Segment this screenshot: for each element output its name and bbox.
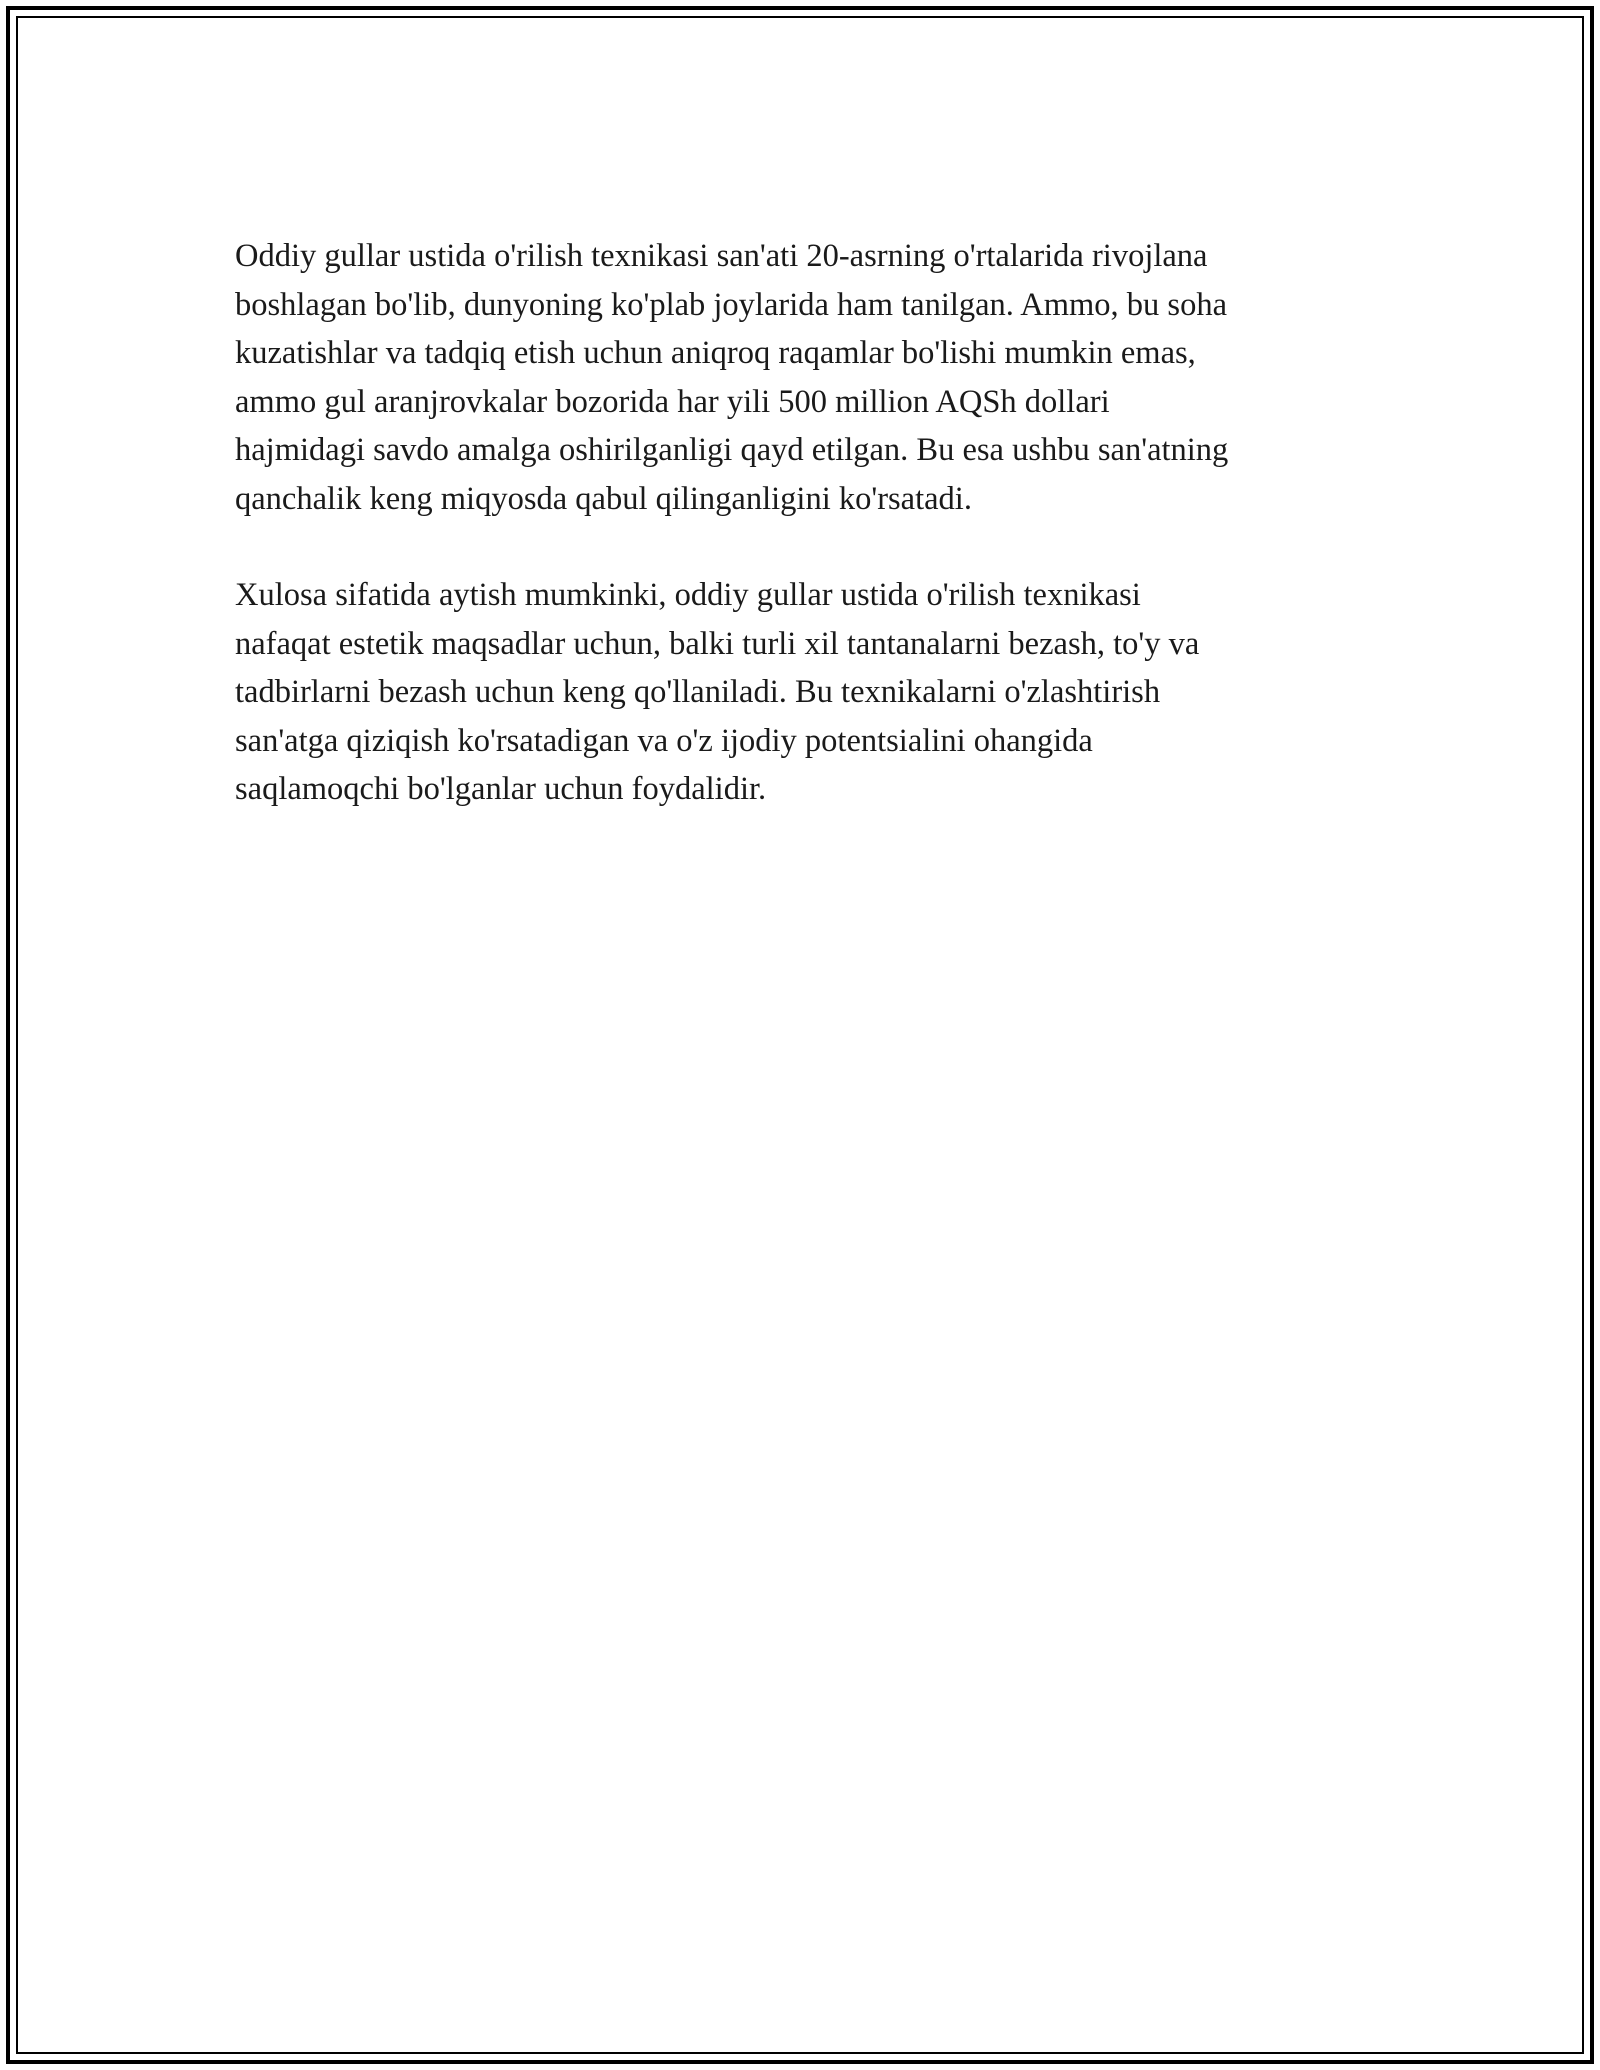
paragraph-line: san'atga qiziqish ko'rsatadigan va o'z ijodiy potentsialini ohangida xyxy=(235,722,1093,759)
document-body xyxy=(235,232,1385,862)
paragraph-line: kuzatishlar va tadqiq etish uchun aniqroq raqamlar bo'lishi mumkin emas, xyxy=(235,335,1196,371)
paragraph-line: qanchalik keng miqyosda qabul qilinganligini ko'rsatadi. xyxy=(235,480,972,517)
paragraph-line: tadbirlarni bezash uchun keng qo'llaniladi. Bu texnikalarni o'zlashtirish xyxy=(235,674,1161,710)
paragraph-1 xyxy=(235,232,1385,523)
paragraph-line: ammo gul aranjrovkalar bozorida har yili 500 million AQSh dollari xyxy=(235,383,1110,420)
paragraph-line: nafaqat estetik maqsadlar uchun, balki turli xil tantanalarni bezash, to'y va xyxy=(235,625,1200,662)
paragraph-line: Oddiy gullar ustida o'rilish texnikasi san'ati 20-asrning o'rtalarida rivojlana xyxy=(235,238,1208,274)
paragraph-line: Xulosa sifatida aytish mumkinki, oddiy gullar ustida o'rilish texnikasi xyxy=(235,577,1141,613)
paragraph-line: boshlagan bo'lib, dunyoning ko'plab joylarida ham tanilgan. Ammo, bu soha xyxy=(235,286,1227,323)
paragraph-2 xyxy=(235,571,1385,814)
paragraph-line: saqlamoqchi bo'lganlar uchun foydalidir. xyxy=(235,771,767,807)
paragraph-line: hajmidagi savdo amalga oshirilganligi qayd etilgan. Bu esa ushbu san'atning xyxy=(235,432,1229,468)
